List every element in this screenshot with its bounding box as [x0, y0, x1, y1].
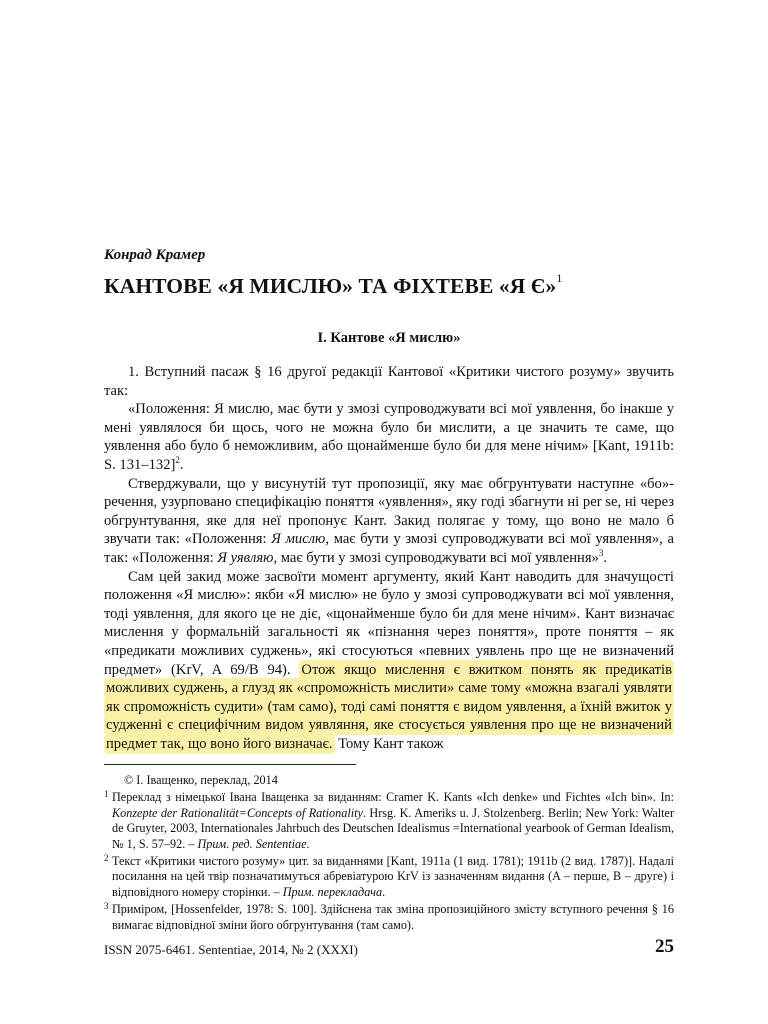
footnote-1-text-b: . Hrsg. K. Ameriks u. J. Stolzenberg. Berlin; New York: Walter de Gruyter, 2003, Internationales Jahrbuch des Deutschen Idealismus =International yearbook of German Idealism, № 1, S. 57–92. –: [112, 805, 674, 851]
translation-copyright: © І. Іващенко, переклад, 2014: [124, 773, 278, 787]
p4-text-a: Сам цей закид може засвоїти момент аргументу, який Кант наводить для значущості положення «Я мислю»: якби «Я мислю» не було у змозі супроводжувати всі мої уявлення, тоді уявлення, для якого це не діє, «щонайменше було би для мене нічим». Кант визначає мислення у формальній загальності як «пізнання через поняття», проте поняття – як «предикати можливих суджень», які стосуються «певних уявлень про ще не визначений предмет» (KrV, A 69/B 94).: [104, 568, 674, 678]
footnote-1-emphasis: Konzepte der Rationalität=Concepts of Rationality: [112, 805, 363, 820]
footnote-3-number: 3: [104, 901, 109, 912]
quote-text: «Положення: Я мислю, має бути у змозі супроводжувати всі мої уявлення, бо інакше у мені уявлялося би щось, чого не можна було би мислити, а це значить те саме, що уявлення або було б неможливим, або щонайменше було би для мене нічим» [Kant, 1911b: S. 131–132]: [104, 401, 674, 473]
footnote-2-end: .: [382, 884, 386, 899]
article-title-text: КАНТОВЕ «Я МИСЛЮ» ТА ФІХТЕВЕ «Я Є»: [104, 274, 557, 298]
footnote-2: [104, 854, 674, 900]
journal-issn: ISSN 2075-6461. Sententiae, 2014, № 2 (XXXI): [104, 942, 358, 957]
footnote-divider: [104, 764, 356, 765]
footnote-1: [104, 790, 674, 852]
body-text: [104, 363, 674, 753]
p4-text-b: Тому Кант також: [334, 735, 444, 752]
footnote-2-text: Текст «Критики чистого розуму» цит. за виданнями [Kant, 1911a (1 вид. 1781); 1911b (2 вид. 1787)]. Надалі посилання на цей твір позначатимуться абревіатурою KrV із зазначенням видання (A – перше, B – друге) і відповідного номеру сторінки. –: [112, 854, 674, 899]
highlighted-passage[interactable]: Отож якщо мислення є вжитком понять як предикатів можливих суджень, а глузд як «спроможність мислити» саме тому «можна взагалі уявляти як спроможність судити» (там само), тоді самі поняття є видом уявлення, а їхній вжиток у судженні є специфічним видом уявляння, яке стосується уявлення про ще не визначений предмет так, що воно його визначає.: [106, 661, 672, 752]
section-heading: I. Кантове «Я мислю»: [317, 330, 461, 346]
p3-end: .: [603, 549, 607, 566]
author-name: Конрад Крамер: [104, 247, 206, 263]
paragraph-1: 1. Вступний пасаж § 16 другої редакції Кантової «Критики чистого розуму» звучить так:: [104, 364, 674, 399]
footnotes: [104, 773, 674, 935]
paragraph-3: [104, 475, 674, 568]
footnote-2-translator-note: Прим. перекладача: [282, 884, 383, 899]
footnote-1-end: .: [306, 836, 310, 851]
page-number: 25: [655, 936, 674, 957]
footnote-1-editor-note: Прим. ред. Sententiae: [197, 836, 307, 851]
title-footnote-mark[interactable]: 1: [556, 270, 563, 285]
paragraph-4: [104, 568, 674, 754]
p3-emphasis-2: Я уявляю: [217, 549, 274, 566]
footnote-3-text: Приміром, [Hossenfelder, 1978: S. 100]. Здійснена так зміна пропозиційного змісту вступного речення § 16 вимагає відповідної зміни його обгрунтування (там само).: [112, 902, 674, 932]
footnote-3: [104, 902, 674, 933]
quote-end: .: [179, 456, 184, 473]
p3-text-a: Стверджували, що у висунутій тут пропозиції, яку має обгрунтувати наступне «бо»-речення, узурповано специфікацію поняття «уявлення», яку годі збагнути ні per se, ні через обгрунтування, яке для неї пропонує Кант. Закид полягає у тому, що воно не мало б звучати так: «Положення:: [104, 475, 674, 548]
p3-emphasis-1: Я мислю: [271, 531, 326, 548]
footnote-2-number: 2: [104, 853, 109, 864]
footnote-1-text-a: Переклад з німецької Івана Іващенка за виданням: Cramer K. Kants «Ich denke» und Fichtes «Ich bin». In:: [112, 790, 674, 805]
footnote-mark-3[interactable]: 3: [598, 548, 604, 559]
p3-text-b: , має бути у змозі супроводжувати всі мої уявлення», а так: «Положення:: [104, 531, 674, 566]
p3-text-c: , має бути у змозі супроводжувати всі мої уявлення»: [273, 549, 599, 566]
article-title: [104, 270, 674, 299]
paragraph-2-quote: [104, 400, 674, 474]
footnote-1-number: 1: [104, 789, 109, 800]
footnote-mark-2[interactable]: 2: [175, 455, 180, 466]
